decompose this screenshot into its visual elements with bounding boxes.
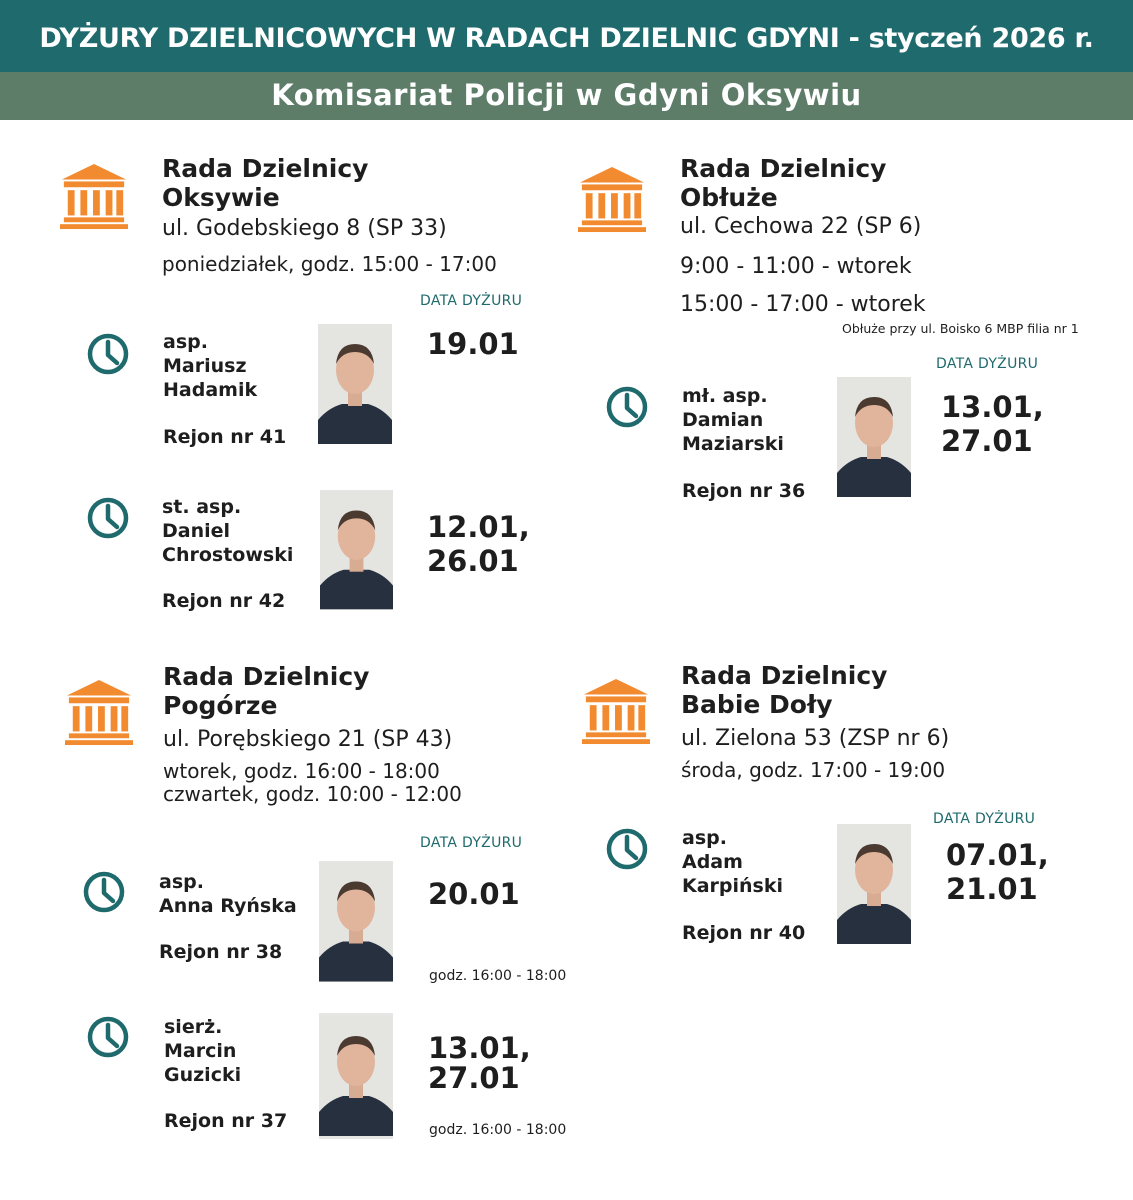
officer-photo (319, 1013, 393, 1139)
council-title-line2: Pogórze (163, 691, 278, 720)
officer-last-name: Maziarski (682, 433, 784, 455)
officer-last-name: Karpiński (682, 875, 784, 897)
duty-dates: 12.01, 26.01 (427, 510, 530, 578)
council-title-line1: Rada Dzielnicy (162, 154, 369, 183)
officer-rank: sierż. (164, 1016, 223, 1038)
officer-photo (837, 377, 911, 497)
duty-time: godz. 16:00 - 18:00 (429, 1122, 567, 1138)
clock-icon (86, 332, 130, 376)
council-hours: 9:00 - 11:00 - wtorek (680, 254, 912, 279)
officer-photo (837, 824, 911, 944)
date-label: DATA DYŻURU (420, 835, 523, 851)
officer-rank: mł. asp. (682, 385, 768, 407)
clock-icon (86, 1015, 130, 1059)
officer-rejon: Rejon nr 38 (159, 941, 283, 963)
duty-dates: 13.01, 27.01 (428, 1031, 531, 1095)
clock-icon (86, 496, 130, 540)
council-hours: czwartek, godz. 10:00 - 12:00 (163, 782, 462, 806)
duty-dates: 13.01, 27.01 (941, 390, 1044, 458)
council-hours: środa, godz. 17:00 - 19:00 (681, 758, 946, 782)
building-icon (65, 678, 133, 746)
council-title (681, 661, 887, 719)
officer-full-name: Anna Ryńska (159, 895, 297, 917)
council-address: ul. Godebskiego 8 (SP 33) (162, 216, 447, 241)
clock-icon (605, 827, 649, 871)
duty-dates: 20.01 (428, 877, 520, 911)
officer-rank: asp. (159, 871, 204, 893)
page-title: DYŻURY DZIELNICOWYCH W RADACH DZIELNIC GDYNI - styczeń 2026 r. (0, 0, 1133, 72)
officer-first-name: Daniel (162, 520, 231, 542)
building-icon (582, 677, 650, 745)
building-icon (60, 162, 128, 230)
officer-rank: asp. (682, 827, 727, 849)
council-title-line2: Oksywie (162, 183, 280, 212)
council-title (162, 154, 368, 212)
officer-rejon: Rejon nr 42 (162, 590, 286, 612)
council-title-line1: Rada Dzielnicy (680, 154, 887, 183)
officer-first-name: Damian (682, 409, 764, 431)
council-address: ul. Porębskiego 21 (SP 43) (163, 727, 453, 752)
officer-photo (320, 490, 393, 610)
officer-rank: st. asp. (162, 496, 242, 518)
officer-last-name: Chrostowski (162, 544, 294, 566)
duty-dates: 19.01 (427, 327, 519, 361)
date-label: DATA DYŻURU (936, 356, 1039, 372)
officer-rejon: Rejon nr 37 (164, 1110, 288, 1132)
council-hours: poniedziałek, godz. 15:00 - 17:00 (162, 252, 497, 276)
officer-rank: asp. (163, 331, 208, 353)
officer-first-name: Adam (682, 851, 743, 873)
officer-first-name: Mariusz (163, 355, 247, 377)
officer-rejon: Rejon nr 41 (163, 426, 287, 448)
officer-rejon: Rejon nr 36 (682, 480, 806, 502)
officer-name (682, 384, 784, 456)
officer-last-name: Hadamik (163, 379, 258, 401)
officer-name (159, 870, 297, 918)
officer-name (682, 826, 783, 898)
council-title-line1: Rada Dzielnicy (163, 662, 370, 691)
officer-name (163, 330, 257, 402)
officer-last-name: Guzicki (164, 1064, 242, 1086)
officer-photo (318, 324, 392, 444)
council-title-line1: Rada Dzielnicy (681, 661, 888, 690)
council-title-line2: Obłuże (680, 183, 778, 212)
officer-photo (319, 861, 393, 982)
date-label: DATA DYŻURU (420, 293, 523, 309)
date-label: DATA DYŻURU (933, 811, 1036, 827)
officer-name (164, 1015, 241, 1087)
duty-dates: 07.01, 21.01 (946, 838, 1049, 906)
officer-rejon: Rejon nr 40 (682, 922, 806, 944)
clock-icon (82, 870, 126, 914)
clock-icon (605, 385, 649, 429)
building-icon (578, 165, 646, 233)
council-hours: 15:00 - 17:00 - wtorek (680, 292, 926, 317)
page-subtitle: Komisariat Policji w Gdyni Oksywiu (0, 72, 1133, 120)
duty-time: godz. 16:00 - 18:00 (429, 968, 567, 984)
council-title (163, 662, 369, 720)
officer-name (162, 495, 293, 567)
council-title-line2: Babie Doły (681, 690, 833, 719)
council-note: Obłuże przy ul. Boisko 6 MBP filia nr 1 (842, 321, 1079, 336)
council-title (680, 154, 886, 212)
council-hours: wtorek, godz. 16:00 - 18:00 (163, 759, 440, 783)
council-address: ul. Cechowa 22 (SP 6) (680, 214, 922, 239)
officer-first-name: Marcin (164, 1040, 237, 1062)
council-address: ul. Zielona 53 (ZSP nr 6) (681, 726, 950, 751)
